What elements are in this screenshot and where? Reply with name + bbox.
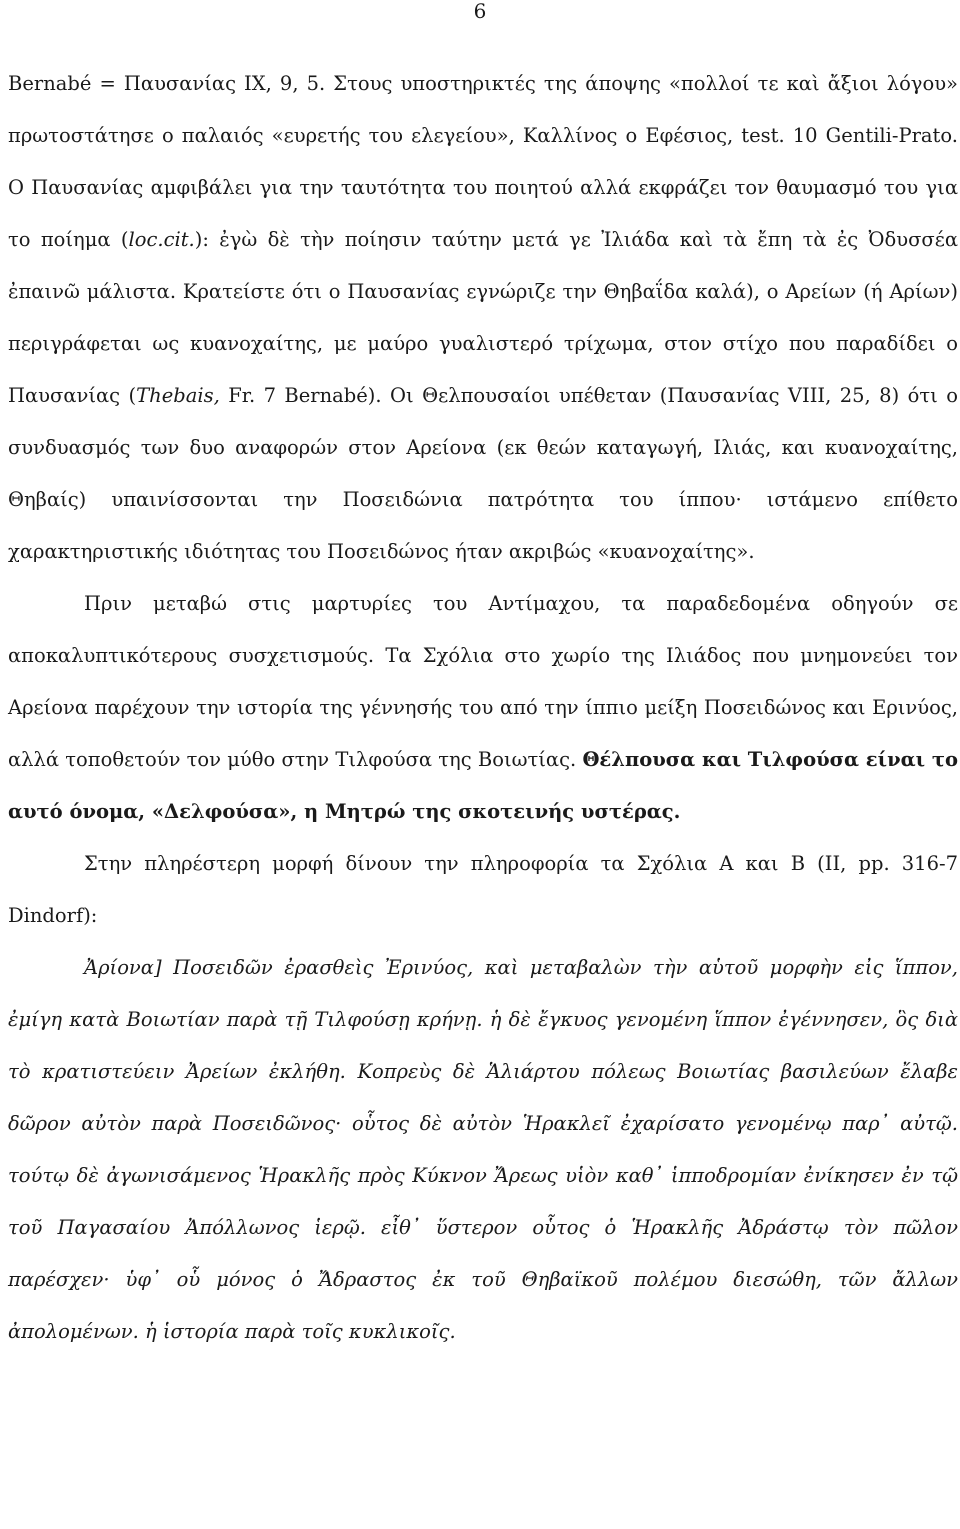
paragraph-scholia-intro: [8, 838, 958, 942]
bold-statement: Θέλπουσα και Τιλφούσα είναι το αυτό όνομα, «Δελφούσα», η Μητρώ της σκοτεινής υστέρας.: [8, 748, 958, 823]
paragraph-text: Στην πληρέστερη μορφή δίνουν την πληροφορία τα Σχόλια Α και Β (II, pp. 316-7 Dindorf):: [8, 852, 958, 927]
paragraph-footnote-continuation: [8, 58, 958, 578]
document-body: [8, 58, 958, 1358]
greek-quotation: [8, 942, 958, 1358]
paragraph-text: Πριν μεταβώ στις μαρτυρίες του Αντίμαχου, τα παραδεδομένα οδηγούν σε αποκαλυπτικότερους συσχετισμούς. Τα Σχόλια στο χωρίο της Ιλιάδος που μνημονεύει τον Αρείονα παρέχουν την ιστορία της γέννησής του από την ίππιο μείξη Ποσειδώνος και Ερινύος, αλλά τοποθετούν τον μύθο στην Τιλφούσα της Βοιωτίας.: [8, 592, 958, 771]
paragraph-text: Fr. 7 Bernabé). Οι Θελπουσαίοι υπέθεταν (Παυσανίας VIII, 25, 8) ότι ο συνδυασμός των δυο αναφορών στον Αρείονα (εκ θεών καταγωγή, Ιλιάς, και κυανοχαίτης, Θηβαίς) υπαινίσσονται την Ποσειδώνια πατρότητα του ίππου· ιστάμενο επίθετο χαρακτηριστικής ιδιότητας του Ποσειδώνος ήταν ακριβώς «κυανοχαίτης».: [8, 384, 958, 563]
citation-italic: Thebais,: [136, 384, 220, 407]
quotation-text: Ἀρίονα] Ποσειδῶν ἐρασθεὶς Ἐρινύος, καὶ μεταβαλὼν τὴν αὑτοῦ μορφὴν εἰς ἵππον, ἐμίγη κατὰ Βοιωτίαν παρὰ τῇ Τιλφούσῃ κρήνῃ. ἡ δὲ ἔγκυος γενομένη ἵππον ἐγέννησεν, ὃς διὰ τὸ κρατιστεύειν Ἀρείων ἐκλήθη. Κοπρεὺς δὲ Ἁλιάρτου πόλεως Βοιωτίας βασιλεύων ἔλαβε δῶρον αὐτὸν παρὰ Ποσειδῶνος· οὗτος δὲ αὐτὸν Ἡρακλεῖ ἐχαρίσατο γενομένῳ παρ᾽ αὐτῷ. τούτῳ δὲ ἀγωνισάμενος Ἡρακλῆς πρὸς Κύκνον Ἄρεως υἱὸν καθ᾽ ἱπποδρομίαν ἐνίκησεν ἐν τῷ τοῦ Παγασαίου Ἀπόλλωνος ἱερῷ. εἶθ᾽ ὕστερον οὗτος ὁ Ἡρακλῆς Ἀδράστῳ τὸν πῶλον παρέσχεν· ὑφ᾽ οὗ μόνος ὁ Ἄδραστος ἐκ τοῦ Θηβαϊκοῦ πολέμου διεσώθη, τῶν ἄλλων ἀπολομένων. ἡ ἱστορία παρὰ τοῖς κυκλικοῖς.: [8, 956, 958, 1343]
paragraph-text: Bernabé = Παυσανίας IX, 9, 5. Στους υποστηρικτές της άποψης «πολλοί τε καὶ ἄξιοι λόγου» πρωτοστάτησε ο παλαιός «ευρετής του ελεγείου», Καλλίνος ο Εφέσιος, test. 10 Gentili-Prato. Ο Παυσανίας αμφιβάλει για την ταυτότητα του ποιητού αλλά εκφράζει τον θαυμασμό του για το ποίημα (: [8, 72, 958, 251]
paragraph-scholia: [8, 578, 958, 838]
paragraph-text: ): ἐγὼ δὲ τὴν ποίησιν ταύτην μετά γε Ἰλιάδα καὶ τὰ ἔπη τὰ ἐς Ὀδυσσέα ἐπαινῶ μάλιστα. Κρατείστε ότι ο Παυσανίας εγνώριζε την Θηβαΐδα καλά), ο Αρείων (ή Αρίων) περιγράφεται ως κυανοχαίτης, με μαύρο γυαλιστερό τρίχωμα, στον στίχο που παραδίδει ο Παυσανίας (: [8, 228, 958, 407]
citation-italic: loc.cit.: [128, 228, 195, 251]
page-number: 6: [473, 0, 487, 23]
